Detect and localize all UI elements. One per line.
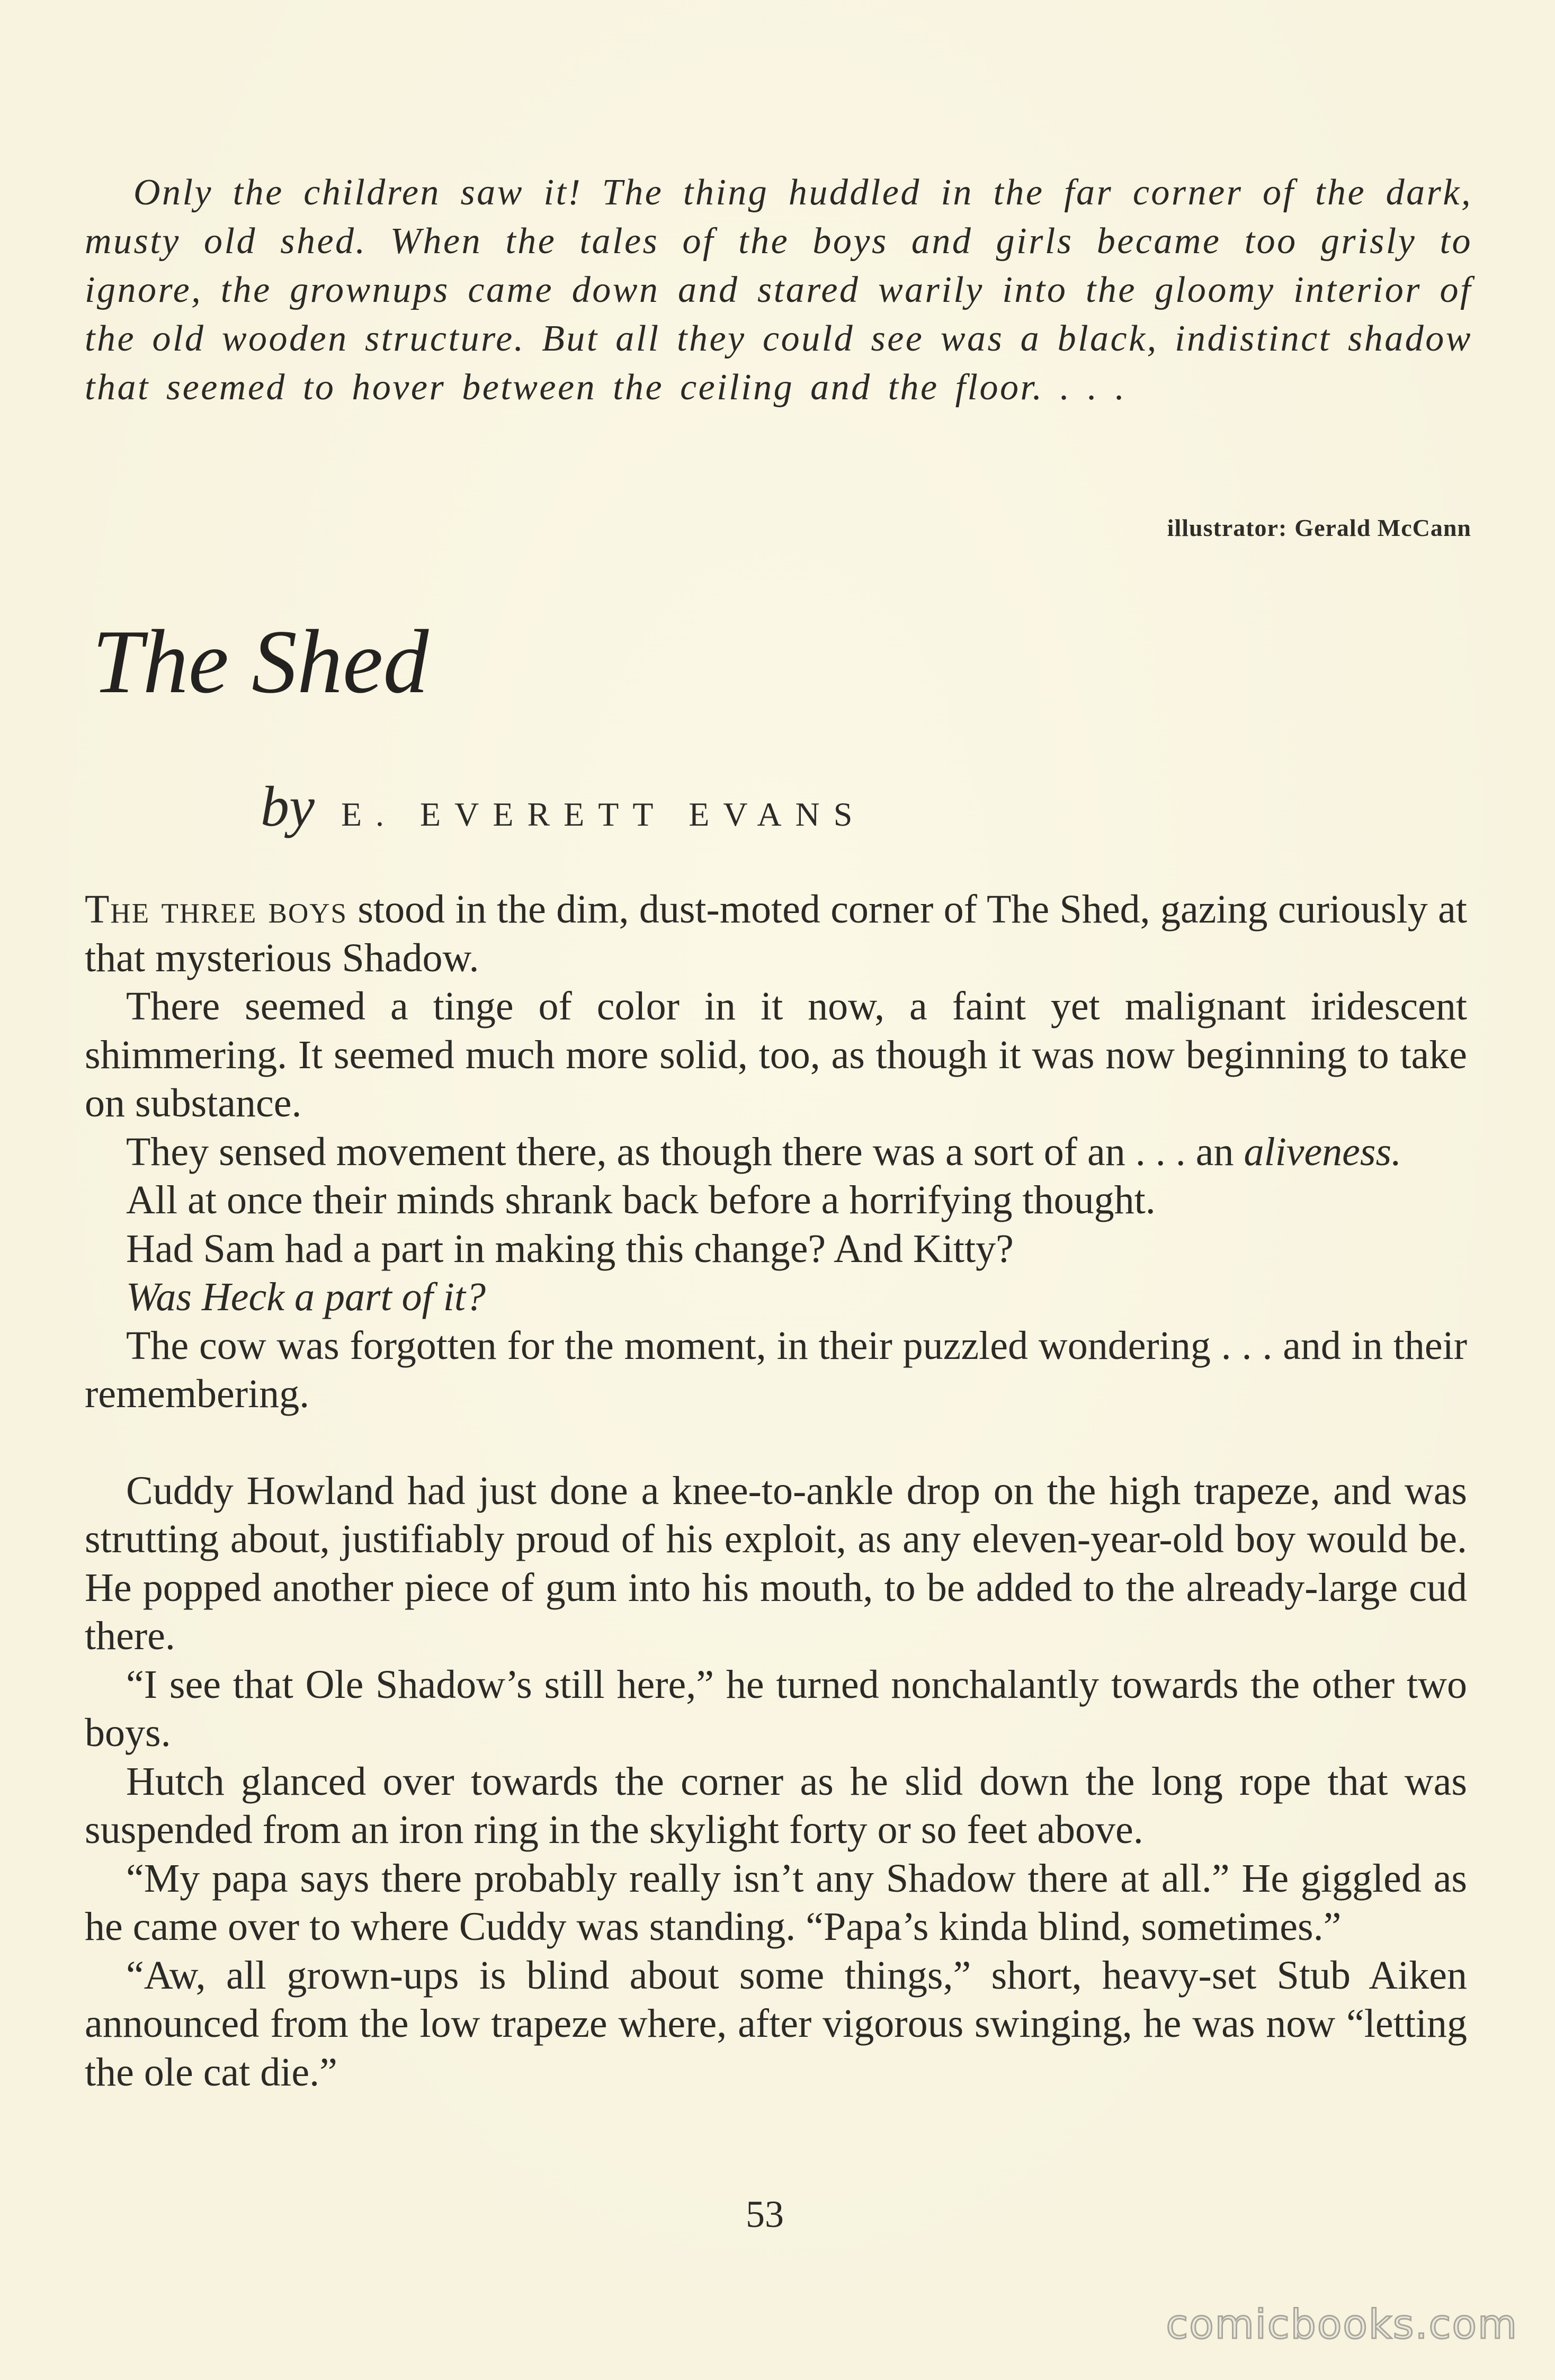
- site-watermark: comicbooks.com: [1166, 2301, 1518, 2348]
- paragraph: Cuddy Howland had just done a knee-to-ankle drop on the high trapeze, and was strutting about, justifiably proud of his exploit, as any eleven-year-old boy would be. He popped another piece of gum into his mouth, to be added to the already-large cud there.: [85, 1468, 1467, 1658]
- paragraph-text: stood in the dim, dust-moted corner of The Shed, gazing curiously at that mysterious Shadow.: [85, 887, 1468, 980]
- paragraph-text: They sensed movement there, as though there was a sort of an . . . an: [126, 1129, 1244, 1174]
- author-name: E. EVERETT EVANS: [341, 795, 866, 833]
- paragraph-italic-text: aliveness.: [1244, 1129, 1402, 1174]
- paragraph: Had Sam had a part in making this change? And Kitty?: [126, 1226, 1014, 1271]
- byline-by: by: [261, 775, 315, 838]
- paragraph: “Aw, all grown-ups is blind about some things,” short, heavy-set Stub Aiken announced from the low trapeze where, after vigorous swinging, he was now “letting the ole cat die.”: [85, 1953, 1467, 2095]
- paragraph: “I see that Ole Shadow’s still here,” he turned nonchalantly towards the other two boys.: [85, 1662, 1467, 1755]
- story-intro-blurb: Only the children saw it! The thing huddled in the far corner of the dark, musty old shed. When the tales of the boys and girls became too grisly to ignore, the grownups came down and stared warily into the gloomy interior of the old wooden structure. But all they could see was a black, indistinct shadow that seemed to hover between the ceiling and the floor. . . .: [85, 172, 1472, 408]
- paragraph: Was Heck a part of it?: [126, 1275, 486, 1319]
- paragraph: All at once their minds shrank back before a horrifying thought.: [126, 1178, 1156, 1222]
- illustrator-label: illustrator:: [1167, 514, 1288, 541]
- opening-small-caps: The three boys: [85, 887, 347, 932]
- illustrator-credit: [1167, 514, 1471, 542]
- paragraph: [85, 885, 1467, 982]
- story-body: [85, 885, 1467, 2097]
- illustrator-name: Gerald McCann: [1294, 514, 1471, 541]
- paragraph: The cow was forgotten for the moment, in their puzzled wondering . . . and in their remembering.: [85, 1323, 1467, 1416]
- byline: [261, 774, 866, 840]
- paragraph: There seemed a tinge of color in it now, a faint yet malignant iridescent shimmering. It seemed much more solid, too, as though it was now beginning to take on substance.: [85, 984, 1467, 1125]
- paragraph: Hutch glanced over towards the corner as he slid down the long rope that was suspended from an iron ring in the skylight forty or so feet above.: [85, 1759, 1467, 1852]
- page-number: 53: [746, 2193, 784, 2235]
- paragraph: [85, 1128, 1467, 1177]
- paragraph: “My papa says there probably really isn’t any Shadow there at all.” He giggled as he came over to where Cuddy was standing. “Papa’s kinda blind, sometimes.”: [85, 1856, 1467, 1949]
- story-title: The Shed: [92, 612, 429, 712]
